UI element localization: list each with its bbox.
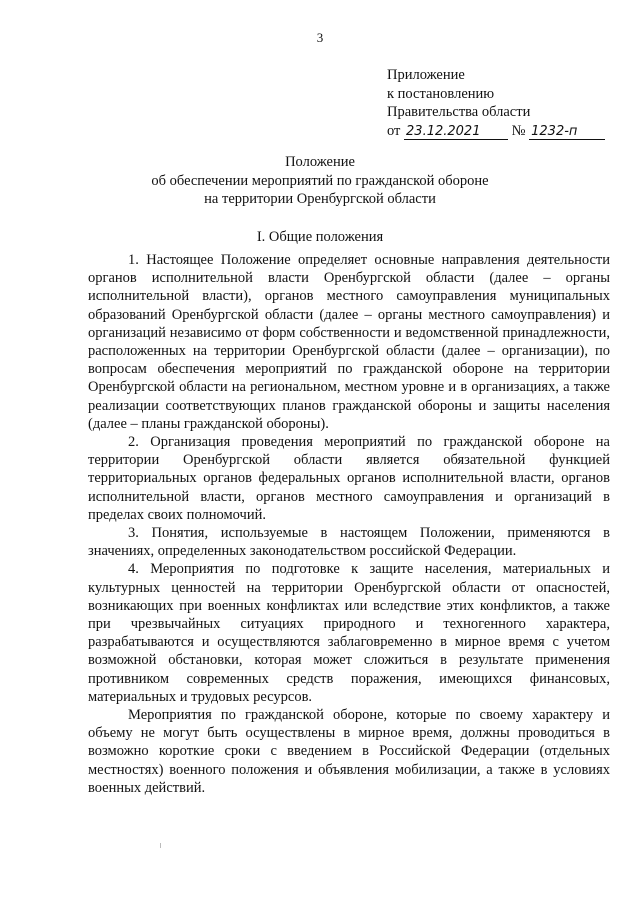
- paragraph: 2. Организация проведения мероприятий по гражданской обороне на территории Оренбургской области является обязательной функцией территориальных органов федеральных органов исполнительной власти, органов исполнительной власти, органов местного самоуправления и организаций в пределах своих полномочий.: [88, 434, 610, 523]
- handwritten-date: 23.12.2021: [404, 125, 508, 140]
- appendix-date-line: [387, 122, 605, 141]
- appendix-header: [387, 66, 605, 140]
- paragraph: 1. Настоящее Положение определяет основные направления деятельности органов исполнительной власти Оренбургской области (далее – органы исполнительной власти), органов местного самоуправления муниципальных образований Оренбургской области (далее – органы местного самоуправления) и организаций независимо от форм собственности и ведомственной принадлежности, расположенных на территории Оренбургской области (далее – организации), по вопросам обеспечения мероприятий по гражданской обороне на территории Оренбургской области на региональном, местном уровне и в организациях, а также реализации соответствующих планов гражданской обороны и защиты населения (далее – планы гражданской обороны).: [88, 252, 610, 432]
- appendix-line: Приложение: [387, 67, 465, 83]
- appendix-line: к постановлению: [387, 85, 495, 102]
- title-line: Положение: [285, 154, 355, 170]
- scan-mark: [160, 843, 161, 848]
- paragraph: 3. Понятия, используемые в настоящем Положении, применяются в значениях, определенных законодательством российской Федерации.: [88, 525, 610, 560]
- document-body: [88, 251, 610, 797]
- section-heading: I. Общие положения: [256, 229, 384, 245]
- page-number: 3: [316, 30, 324, 45]
- appendix-line: Правительства области: [387, 104, 531, 120]
- document-title: [0, 153, 640, 209]
- paragraph: Мероприятия по гражданской обороне, которые по своему характеру и объему не могут быть осуществлены в мирное время, должны проводиться в возможно короткие сроки с введением в Российской Федерации (отдельных местностях) военного положения и объявления мобилизации, а также в условиях военных действий.: [88, 707, 610, 796]
- title-line: об обеспечении мероприятий по гражданской обороне: [151, 172, 489, 189]
- title-line: на территории Оренбургской области: [204, 191, 436, 207]
- number-label: №: [511, 122, 526, 139]
- from-label: от: [387, 122, 401, 139]
- handwritten-number: 1232-п: [529, 125, 605, 140]
- paragraph: 4. Мероприятия по подготовке к защите населения, материальных и культурных ценностей на территории Оренбургской области от опасностей, возникающих при военных конфликтах или вследствие этих конфликтов, а также при чрезвычайных ситуациях природного и техногенного характера, разрабатываются и осуществляются заблаговременно в мирное время с учетом возможной обстановки, которая может сложиться в результате применения противником современных средств поражения, имеющихся финансовых, материальных и трудовых ресурсов.: [88, 561, 610, 705]
